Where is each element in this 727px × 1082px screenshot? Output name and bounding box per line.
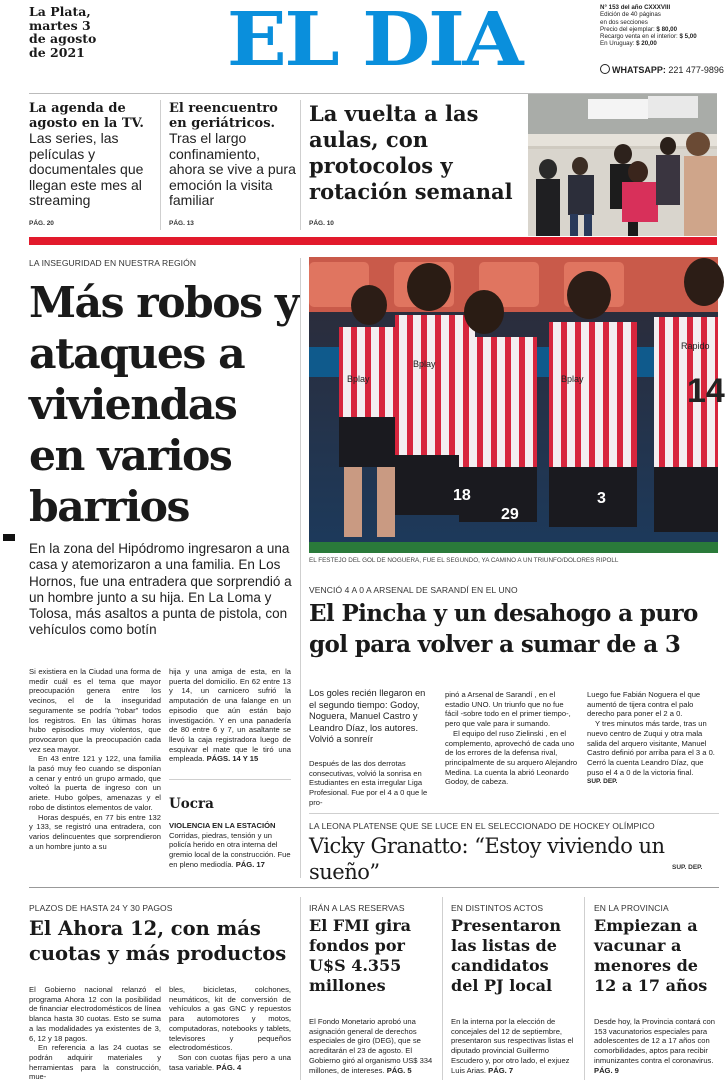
date-line-day: martes 3 xyxy=(29,17,91,33)
divider xyxy=(169,779,291,780)
edition-price: Precio del ejemplar: $ 80,00 xyxy=(600,25,678,33)
ahora12-headline[interactable]: El Ahora 12, con más cuotas y más productos xyxy=(29,917,287,965)
sports-paragraph: Y tres minutos más tarde, tras un nuevo centro de Zuqui y otra mala salida del arquero visitante, Manuel Castro definió por arriba para el 3 a 0. Cerró la cuenta Leandro Díaz, que puso el 4 a 0 de la victoria final. xyxy=(587,719,715,777)
date-line-city: La Plata, xyxy=(29,4,91,19)
column-divider xyxy=(160,100,161,230)
fmi-kicker: IRÁN A LAS RESERVAS xyxy=(309,903,405,913)
vacunar-body xyxy=(594,1017,719,1075)
shirt-sponsor-label: Bplay xyxy=(561,374,584,384)
teaser-school-title[interactable]: La vuelta a las aulas, con protocolos y rotación semanal xyxy=(309,101,513,204)
sports-body-column-2 xyxy=(445,690,579,787)
teaser-title: El reencuentro en geriátricos. xyxy=(169,101,278,131)
page-reference: PÁG. 9 xyxy=(594,1065,619,1075)
page-reference: PÁG. 4 xyxy=(216,1062,242,1072)
column-divider xyxy=(300,897,301,1080)
column-divider xyxy=(584,897,585,1080)
lead-paragraph: Si existiera en la Ciudad una forma de medir cuál es el tema que mayor preocupación genera entre los vecinos, el de la inseguridad seguramente se podría "robar" todos los registros. En las últimas horas hubo episodios muy violentos, que provocaron que la preocupación cada vez sea mayor. xyxy=(29,667,161,754)
whatsapp-contact[interactable]: WHATSAPP: 221 477-9896 xyxy=(600,64,725,75)
lead-headline[interactable]: Más robos y ataques a viviendas en varios barrios xyxy=(29,278,299,532)
fmi-paragraph: El Fondo Monetario aprobó una asignación general de derechos especiales de giro (DEG), que se acreditarán el 23 de agosto. El Gobierno giró al organismo US$ 334 millones, de intereses. PÁG. 5 xyxy=(309,1017,433,1075)
ahora12-paragraph: En referencia a las 24 cuotas se podrán adquirir materiales y herramientas para la construcción, mue- xyxy=(29,1043,161,1082)
vacunar-kicker: EN LA PROVINCIA xyxy=(594,903,669,913)
lead-paragraph: Horas después, en 77 bis entre 132 y 133, se registró una entradera, con varios delincuentes que sorprendieron a un hombre junto a su xyxy=(29,812,161,851)
player-number-label: 29 xyxy=(501,506,519,523)
edition-date xyxy=(29,5,139,59)
sports-body-column-1 xyxy=(309,759,437,808)
uocra-body xyxy=(169,821,291,870)
lead-bullet-mark xyxy=(3,534,15,541)
vacunar-paragraph: Desde hoy, la Provincia contará con 153 vacunatorios especiales para adolescentes de 12 a 17 años con comorbilidades, aptos para recibir inmunizantes contra el coronavirus. PÁG. 9 xyxy=(594,1017,716,1075)
page-reference: PÁG. 20 xyxy=(29,220,54,227)
teaser-title: La agenda de agosto en la TV. xyxy=(29,101,144,131)
pj-paragraph: En la interna por la elección de concejales del 12 de septiembre, presentaron sus respectivas listas el diputado provincial Guillermo Escudero y, por otro lado, el exjuez Luis Arias. PÁG. 7 xyxy=(451,1017,574,1075)
edition-surcharge: Recargo venta en el interior: $ 5,00 xyxy=(600,33,697,41)
photo-caption: EL FESTEJO DEL GOL DE NOGUERA, FUE EL SEGUNDO, YA CAMINO A UN TRIUNFO/DOLORES RIPOLL xyxy=(309,557,619,564)
lead-deck: En la zona del Hipódromo ingresaron a una casa y atemorizaron a una familia. En Los Hornos, fue una entradera que sorprendió a un hombre junto a su hija. En La Loma y Tolosa, más asaltos a punta de pistola, con vehículos como botín xyxy=(29,541,292,638)
lead-kicker: LA INSEGURIDAD EN NUESTRA REGIÓN xyxy=(29,258,197,268)
uocra-headline[interactable]: Uocra xyxy=(169,796,214,812)
sports-body-column-3 xyxy=(587,690,719,787)
pj-kicker: EN DISTINTOS ACTOS xyxy=(451,903,544,913)
ahora12-kicker: PLAZOS DE HASTA 24 Y 30 PAGOS xyxy=(29,903,173,913)
page-reference: PÁG. 7 xyxy=(488,1065,514,1075)
divider xyxy=(309,813,719,814)
lead-paragraph: En 43 entre 121 y 122, una familia la pasó muy feo cuando se disponían a cenar y entró un grupo armado, que volteó la puerta de ingreso con un ariete. Hubo golpes, amenazas y el robo de distintos elementos de valor. xyxy=(29,754,161,812)
player-number-label: 3 xyxy=(597,490,606,507)
lead-paragraph: hija y una amiga de esta, en la puerta del domicilio. En 62 entre 13 y 14, un carnicero sufrió la amputación de una falange en un episodio que aún están bajo investigación. Y en una panadería de 80 entre 6 y 7, un asaltante se llevó la caja registradora luego de esquivar el mate que le tiró una empleada. PÁGS. 14 Y 15 xyxy=(169,667,291,764)
section-reference: SUP. DEP. xyxy=(587,778,618,786)
vacunar-headline[interactable]: Empiezan a vacunar a menores de 12 a 17 años xyxy=(594,916,708,995)
edition-uruguay-price: En Uruguay: $ 20,00 xyxy=(600,40,657,48)
ahora12-paragraph: Son con cuotas fijas pero a una tasa variable. PÁG. 4 xyxy=(169,1052,291,1072)
shirt-brand-label: Rapido xyxy=(681,341,710,351)
lead-body-column-1 xyxy=(29,667,161,851)
pj-headline[interactable]: Presentaron las listas de candidatos del PJ local xyxy=(451,916,561,995)
ahora12-body-column-2 xyxy=(169,985,291,1072)
edition-number: N° 153 del año CXXXVIII xyxy=(600,4,671,11)
column-divider xyxy=(300,100,301,230)
column-divider xyxy=(442,897,443,1080)
page-reference: PÁG. 13 xyxy=(169,220,194,227)
player-number-label: 14 xyxy=(687,372,725,410)
ahora12-body-column-1 xyxy=(29,985,161,1082)
section-red-bar xyxy=(29,237,717,245)
date-line-year: de 2021 xyxy=(29,44,85,60)
sports-paragraph: El equipo del ruso Zielinski , en el complemento, aprovechó de cada uno de los errores de la defensa rival, principalmente de su arquero Alejandro Medina. La cuenta la abrió Leonardo Godoy, de cabeza. xyxy=(445,728,578,787)
teaser-body: Tras el largo confinamiento, ahora se vive a pura emoción la visita familiar xyxy=(169,130,296,208)
section-reference: SUP. DEP. xyxy=(672,864,703,871)
sports-deck: Los goles recién llegaron en el segundo tiempo: Godoy, Noguera, Manuel Castro y Leandro Díaz, los autores. Volvió a sonreír xyxy=(309,688,426,744)
edition-info xyxy=(600,4,725,48)
date-line-month: de agosto xyxy=(29,31,97,46)
column-divider xyxy=(300,258,301,878)
page-reference: PÁG. 17 xyxy=(235,859,265,869)
lead-body-column-2 xyxy=(169,667,291,764)
shirt-sponsor-label: Bplay xyxy=(347,374,370,384)
sports-headline[interactable]: El Pincha y un desahogo a puro gol para volver a sumar de a 3 xyxy=(309,600,698,658)
player-number-label: 18 xyxy=(453,487,471,504)
page-reference: PÁGS. 14 Y 15 xyxy=(206,754,259,764)
sports-kicker: VENCIÓ 4 A 0 A ARSENAL DE SARANDÍ EN EL UNO xyxy=(309,585,518,595)
sports-paragraph: pinó a Arsenal de Sarandí , en el estadio UNO. Un triunfo que no fue fácil -sobre todo en el primer tiempo-, pero que vale para ir sumando. xyxy=(445,690,571,729)
school-return-photo[interactable] xyxy=(528,94,717,236)
divider xyxy=(29,887,719,888)
page-reference: PÁG. 5 xyxy=(386,1065,412,1075)
whatsapp-icon xyxy=(600,64,610,74)
shirt-sponsor-label: Bplay xyxy=(413,359,436,369)
vicky-kicker: LA LEONA PLATENSE QUE SE LUCE EN EL SELECCIONADO DE HOCKEY OLÍMPICO xyxy=(309,821,655,831)
edition-sections: en dos secciones xyxy=(600,18,648,26)
teaser-geriatric[interactable] xyxy=(169,101,297,209)
edition-pages: Edición de 40 páginas xyxy=(600,11,661,19)
soccer-photo-image xyxy=(309,257,725,553)
goal-celebration-photo[interactable] xyxy=(309,257,725,553)
sports-paragraph: Después de las dos derrotas consecutivas, volvió la sonrisa en Estudiantes en esta irregular Liga Profesional. Fue por el 4 a 0 que le pro- xyxy=(309,759,428,807)
teaser-tv-agenda[interactable] xyxy=(29,101,157,209)
teaser-body: Las series, las películas y documentales que llegan este mes al streaming xyxy=(29,130,144,208)
uocra-paragraph: VIOLENCIA EN LA ESTACIÓN Corridas, piedras, tensión y un policía herido en otra interna del gremio local de la construcción. Fue en pleno mediodía. PÁG. 17 xyxy=(169,821,291,869)
sports-paragraph: Luego fue Fabián Noguera el que aumentó de tijera contra el palo derecho para poner el 2 a 0. xyxy=(587,690,701,719)
page-reference: PÁG. 10 xyxy=(309,220,334,227)
pj-body xyxy=(451,1017,579,1075)
fmi-body xyxy=(309,1017,437,1075)
fmi-headline[interactable]: El FMI gira fondos por U$S 4.355 millones xyxy=(309,916,412,995)
ahora12-paragraph: El Gobierno nacional relanzó el programa Ahora 12 con la posibilidad de financiar electrodomésticos de línea blanca hasta 30 cuotas. Esto se suma a las modalidades ya existentes de 3, 6, 12 y 18 pagos. xyxy=(29,985,161,1043)
ahora12-paragraph: bles, bicicletas, colchones, neumáticos, kit de conversión de vehículos a gas GNC y repuestos para automotores y motos, computadoras, notebooks y tablets, televisores y pequeños electrodomésticos. xyxy=(169,985,291,1053)
newspaper-logo[interactable]: EL DIA xyxy=(226,0,522,83)
vicky-headline[interactable]: Vicky Granatto: “Estoy viviendo un sueño” xyxy=(309,834,665,884)
school-photo-image xyxy=(528,94,717,236)
